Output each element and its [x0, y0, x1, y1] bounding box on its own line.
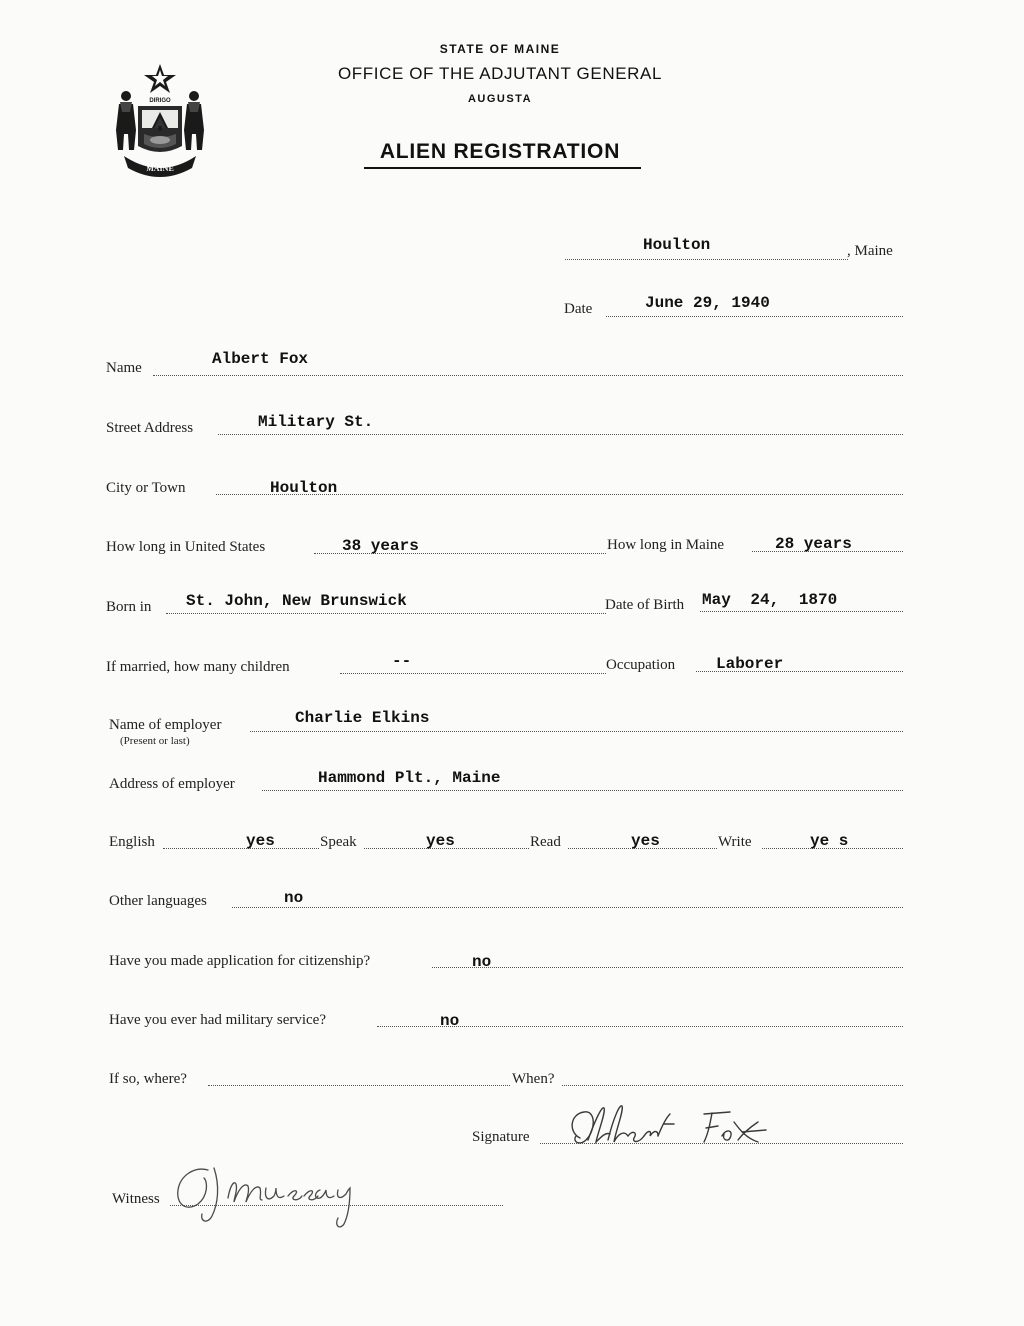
read-label: Read — [530, 834, 561, 850]
how-long-maine-value: 28 years — [775, 535, 852, 553]
military-label: Have you ever had military service? — [109, 1012, 326, 1028]
title-underline — [364, 167, 641, 169]
children-label: If married, how many children — [106, 659, 290, 675]
state-heading: STATE OF MAINE — [439, 42, 561, 56]
name-label: Name — [106, 360, 142, 376]
employer-label: Name of employer — [109, 717, 222, 733]
employer-value: Charlie Elkins — [295, 709, 430, 727]
if-so-where-label: If so, where? — [109, 1071, 187, 1087]
born-in-value: St. John, New Brunswick — [186, 592, 407, 610]
city-or-town-value: Houlton — [270, 479, 338, 497]
svg-text:DIRIGO: DIRIGO — [149, 98, 171, 104]
other-languages-label: Other languages — [109, 893, 207, 909]
date-of-birth-label: Date of Birth — [605, 597, 685, 613]
children-value: -- — [392, 652, 412, 670]
read-value: yes — [631, 832, 660, 850]
date-label: Date — [564, 301, 593, 317]
name-value: Albert Fox — [212, 350, 309, 368]
street-address-label: Street Address — [106, 420, 194, 436]
place-suffix: , Maine — [847, 243, 893, 259]
speak-label: Speak — [320, 834, 357, 850]
city-heading: AUGUSTA — [467, 93, 533, 105]
how-long-us-value: 38 years — [342, 537, 419, 555]
svg-text:MAINE: MAINE — [146, 164, 174, 173]
date-of-birth-value: May 24, 1870 — [702, 591, 838, 609]
witness-signature — [168, 1158, 393, 1230]
witness-label: Witness — [112, 1191, 160, 1207]
how-long-us-label: How long in United States — [106, 539, 266, 555]
other-languages-value: no — [284, 889, 304, 907]
english-label: English — [109, 834, 155, 850]
street-address-value: Military St. — [258, 413, 374, 431]
form-title: ALIEN REGISTRATION — [379, 140, 621, 163]
citizenship-label: Have you made application for citizenship? — [109, 953, 371, 969]
when-label: When? — [512, 1071, 555, 1087]
citizenship-value: no — [472, 953, 492, 971]
write-label: Write — [718, 834, 752, 850]
office-heading: OFFICE OF THE ADJUTANT GENERAL — [337, 64, 663, 83]
signature-label: Signature — [472, 1129, 530, 1145]
place-value: Houlton — [643, 236, 711, 254]
city-or-town-label: City or Town — [106, 480, 186, 496]
employer-address-value: Hammond Plt., Maine — [318, 769, 501, 787]
english-value: yes — [246, 832, 275, 850]
employer-address-label: Address of employer — [109, 776, 235, 792]
occupation-label: Occupation — [606, 657, 676, 673]
how-long-maine-label: How long in Maine — [607, 537, 725, 553]
born-in-label: Born in — [106, 599, 152, 615]
military-value: no — [440, 1012, 460, 1030]
date-value: June 29, 1940 — [645, 294, 770, 312]
employer-sublabel: (Present or last) — [120, 735, 190, 747]
speak-value: yes — [426, 832, 455, 850]
occupation-value: Laborer — [716, 655, 784, 673]
write-value: ye s — [810, 832, 849, 850]
applicant-signature — [562, 1100, 782, 1156]
